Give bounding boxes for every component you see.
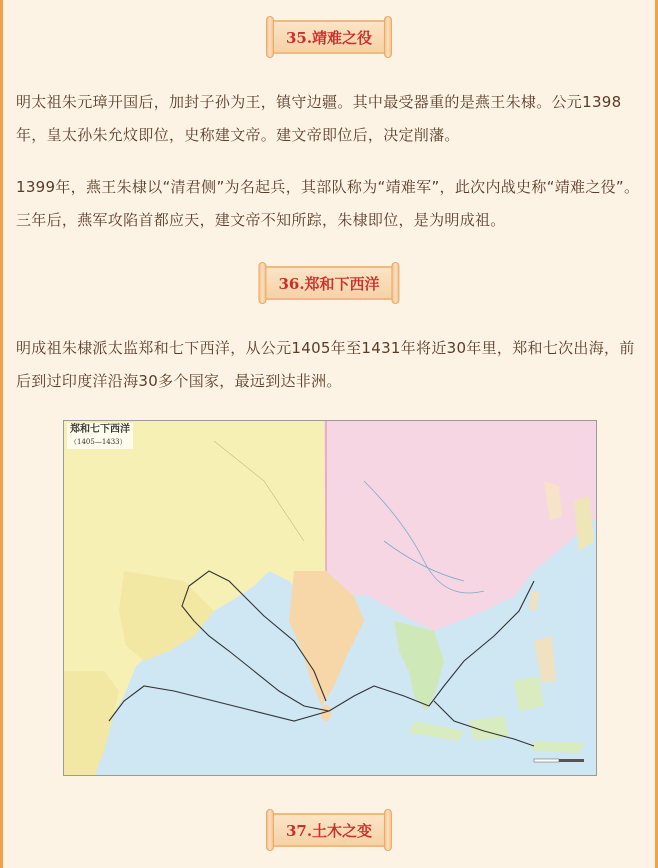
page-border-left <box>0 0 3 868</box>
section-title: 35.靖难之役 <box>285 28 373 47</box>
section-heading-35 <box>272 20 386 54</box>
section-heading-36 <box>264 266 393 300</box>
section-title: 37.土木之变 <box>285 821 373 840</box>
map-illustration <box>64 421 597 776</box>
section-title: 36.郑和下西洋 <box>278 274 380 293</box>
paragraph: 明成祖朱棣派太监郑和七下西洋，从公元1405年至1431年将近30年里，郑和七次出海，前后到过印度洋沿海30多个国家，最远到达非洲。 <box>16 339 635 390</box>
paragraph: 1399年，燕王朱棣以“清君侧”为名起兵，其部队称为“靖难军”，此次内战史称“靖难之役”。三年后，燕军攻陷首都应天，建文帝不知所踪，朱棣即位，是为明成祖。 <box>16 178 640 229</box>
map-title-text: 郑和七下西洋 <box>70 424 130 435</box>
map-title <box>67 423 133 449</box>
zheng-he-voyages-map <box>63 420 597 776</box>
map-years: （1405—1433） <box>70 438 127 446</box>
section-heading-37 <box>272 813 386 847</box>
paragraph: 明太祖朱元璋开国后，加封子孙为王，镇守边疆。其中最受器重的是燕王朱棣。公元1398年，皇太孙朱允炆即位，史称建文帝。建文帝即位后，决定削藩。 <box>16 93 622 144</box>
